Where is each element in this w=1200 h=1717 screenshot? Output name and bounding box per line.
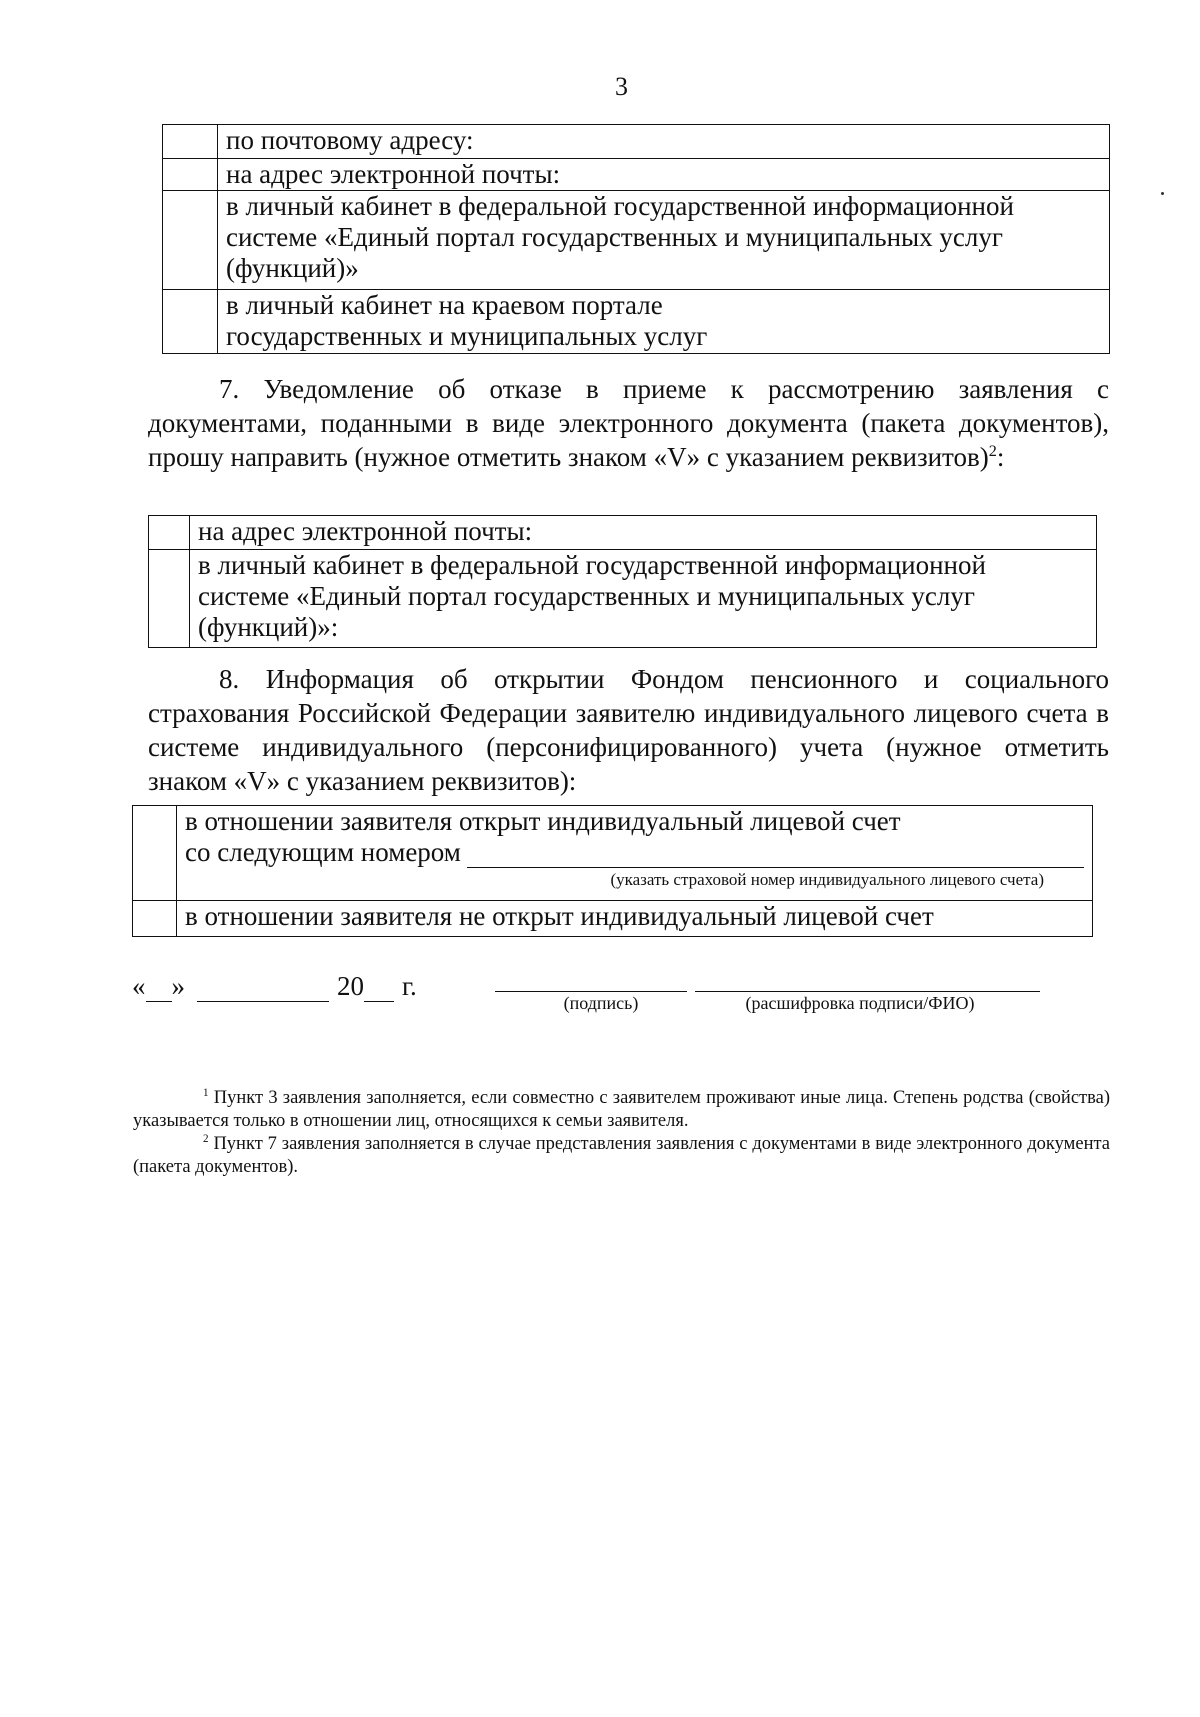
table-row [149,516,1097,550]
option-label: в личный кабинет на краевом портале государственных и муниципальных услуг [218,290,1110,354]
footnote-1 [133,1087,1110,1133]
year-suffix: г. [402,971,417,1001]
footnote-mark-2: 2 [203,1132,209,1145]
table-row [163,290,1110,354]
checkbox-cell[interactable] [149,516,190,550]
checkbox-cell[interactable] [163,159,218,191]
option-label-open [177,806,1093,901]
table-row [133,806,1093,901]
open-account-line2: со следующим номером [185,837,461,867]
quote-close: » [171,971,185,1001]
section-8-number: 8. [219,664,240,694]
page-number: 3 [615,72,628,101]
section-7-number: 7. [219,374,240,404]
checkbox-cell[interactable] [163,191,218,290]
rejection-notice-table [148,515,1097,648]
option-label: в личный кабинет в федеральной государственной информационной системе «Единый портал государственных и муниципальных услуг (функций)» [218,191,1110,290]
option-label: в отношении заявителя не открыт индивидуальный лицевой счет [177,901,1093,937]
year-prefix: 20 [337,971,364,1001]
option-label: на адрес электронной почты: [218,159,1110,191]
footnote-1-text: Пункт 3 заявления заполняется, если совместно с заявителем проживают иные лица. Степень родства (свойства) указывается только в отношении лиц, относящихся к семьи заявителя. [133,1088,1110,1131]
option-label: по почтовому адресу: [218,125,1110,159]
year-field[interactable] [364,975,394,1002]
table-row [163,191,1110,290]
personal-account-table [132,805,1093,937]
date-block [132,970,417,1002]
section-7-tail: : [996,442,1005,472]
signature-caption: (подпись) [563,993,639,1013]
account-number-hint: (указать страховой номер индивидуального лицевого счета) [610,870,1044,889]
footnote-2 [133,1133,1110,1179]
section-7-text: Уведомление об отказе в приеме к рассмотрению заявления с документами, поданными в виде электронного документа (пакета документов), прошу направить (нужное отметить знаком «V» с указанием реквизитов) [148,374,1109,472]
table-row [163,159,1110,191]
signature-decode-field[interactable] [695,991,1040,992]
checkbox-cell[interactable] [163,125,218,159]
table-row [163,125,1110,159]
checkbox-cell[interactable] [133,901,177,937]
account-number-field[interactable] [467,841,1084,868]
stray-mark [1161,192,1164,195]
section-8-paragraph [148,662,1109,798]
checkbox-cell[interactable] [163,290,218,354]
footnote-ref-2[interactable]: 2 [988,442,997,460]
open-account-line1: в отношении заявителя открыт индивидуальный лицевой счет [185,806,901,836]
month-field[interactable] [197,975,329,1002]
delivery-options-table [162,124,1110,354]
section-8-text: Информация об открытии Фондом пенсионного и социального страхования Российской Федерации заявителю индивидуального лицевого счета в системе индивидуального (персонифицированного) учета (нужное отметить знаком «V» с указанием реквизитов): [148,664,1110,796]
option-label: в личный кабинет в федеральной государственной информационной системе «Единый портал государственных и муниципальных услуг (функций)»: [190,550,1097,648]
footnote-mark-1: 1 [203,1086,209,1099]
signature-field[interactable] [495,991,687,992]
section-7-paragraph [148,372,1109,474]
table-row [149,550,1097,648]
checkbox-cell[interactable] [149,550,190,648]
option-label: на адрес электронной почты: [190,516,1097,550]
day-field[interactable] [146,975,172,1002]
signature-decode-caption: (расшифровка подписи/ФИО) [745,993,975,1013]
footnotes [133,1087,1110,1179]
checkbox-cell[interactable] [133,806,177,901]
table-row [133,901,1093,937]
footnote-2-text: Пункт 7 заявления заполняется в случае представления заявления с документами в виде электронного документа (пакета документов). [133,1134,1111,1177]
quote-open: « [132,971,146,1001]
